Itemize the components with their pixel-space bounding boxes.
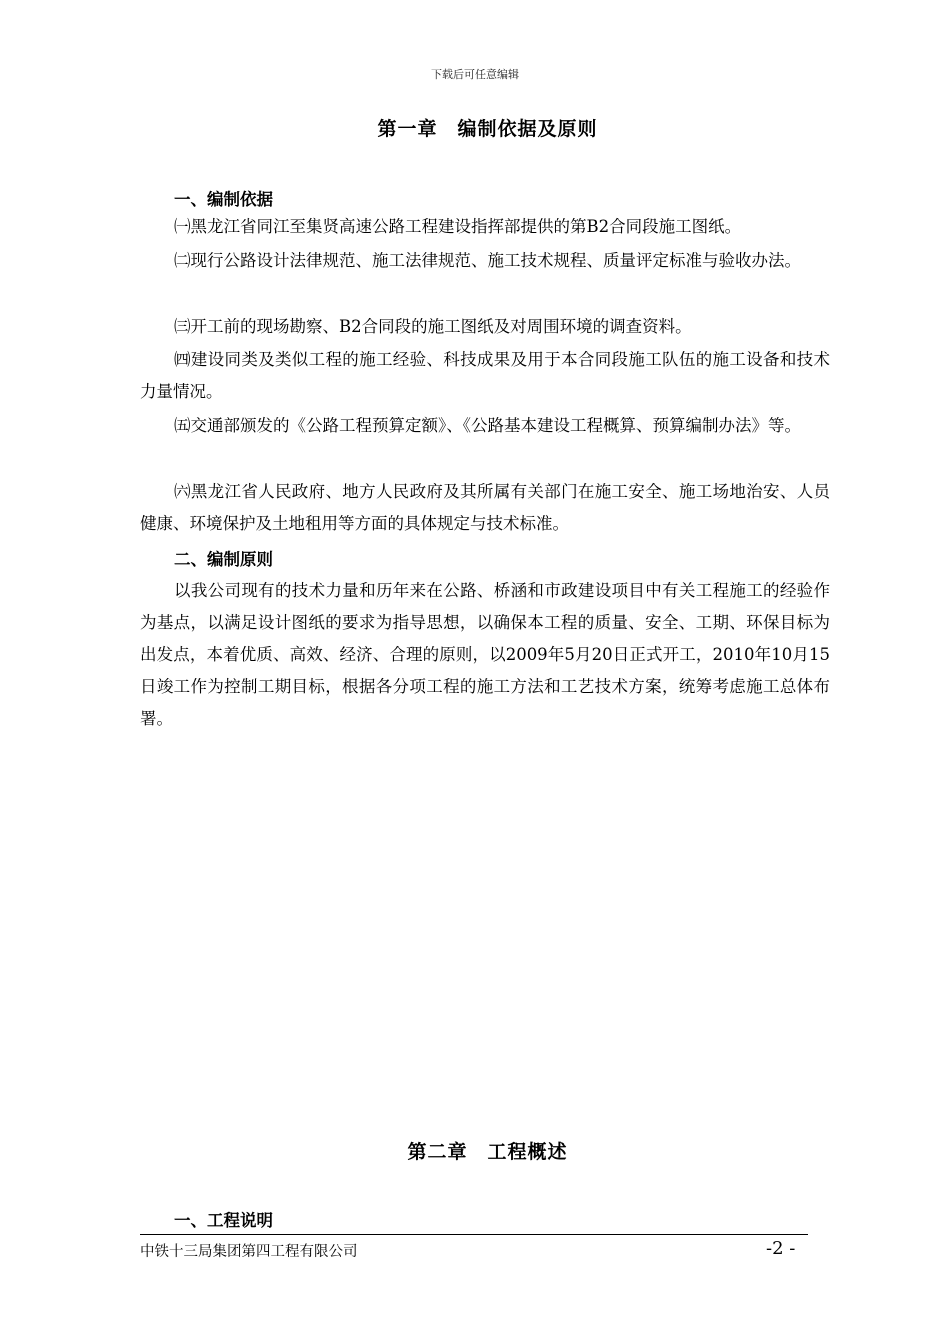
section-project-description-heading: 一、工程说明 xyxy=(174,1211,273,1230)
basis-item-3: ㈢开工前的现场勘察、B2合同段的施工图纸及对周围环境的调查资料。 xyxy=(174,317,692,336)
section-basis-heading: 一、编制依据 xyxy=(174,190,273,209)
chapter-1-title: 第一章 编制依据及原则 xyxy=(377,118,598,140)
basis-item-6: ㈥黑龙江省人民政府、地方人民政府及其所属有关部门在施工安全、施工场地治安、人员健康、环境保护及土地租用等方面的具体规定与技术标准。 xyxy=(140,482,830,533)
principle-paragraph: 以我公司现有的技术力量和历年来在公路、桥涵和市政建设项目中有关工程施工的经验作为基点，以满足设计图纸的要求为指导思想，以确保本工程的质量、安全、工期、环保目标为出发点，本着优质、高效、经济、合理的原则，以2009年5月20日正式开工，2010年10月15日竣工作为控制工期目标，根据各分项工程的施工方法和工艺技术方案，统筹考虑施工总体布署。 xyxy=(140,581,830,728)
basis-item-5: ㈤交通部颁发的《公路工程预算定额》、《公路基本建设工程概算、预算编制办法》等。 xyxy=(174,416,801,435)
footer-divider xyxy=(140,1234,808,1235)
basis-item-4: ㈣建设同类及类似工程的施工经验、科技成果及用于本合同段施工队伍的施工设备和技术力量情况。 xyxy=(140,350,830,401)
basis-item-1: ㈠黑龙江省同江至集贤高速公路工程建设指挥部提供的第B2合同段施工图纸。 xyxy=(174,217,742,236)
chapter-2-title: 第二章 工程概述 xyxy=(407,1141,568,1163)
header-note: 下载后可任意编辑 xyxy=(431,68,519,81)
basis-item-2: ㈡现行公路设计法律规范、施工法律规范、施工技术规程、质量评定标准与验收办法。 xyxy=(174,251,801,270)
footer-company: 中铁十三局集团第四工程有限公司 xyxy=(140,1244,358,1260)
section-principle-heading: 二、编制原则 xyxy=(174,550,273,569)
page-number: -2 - xyxy=(766,1238,796,1259)
